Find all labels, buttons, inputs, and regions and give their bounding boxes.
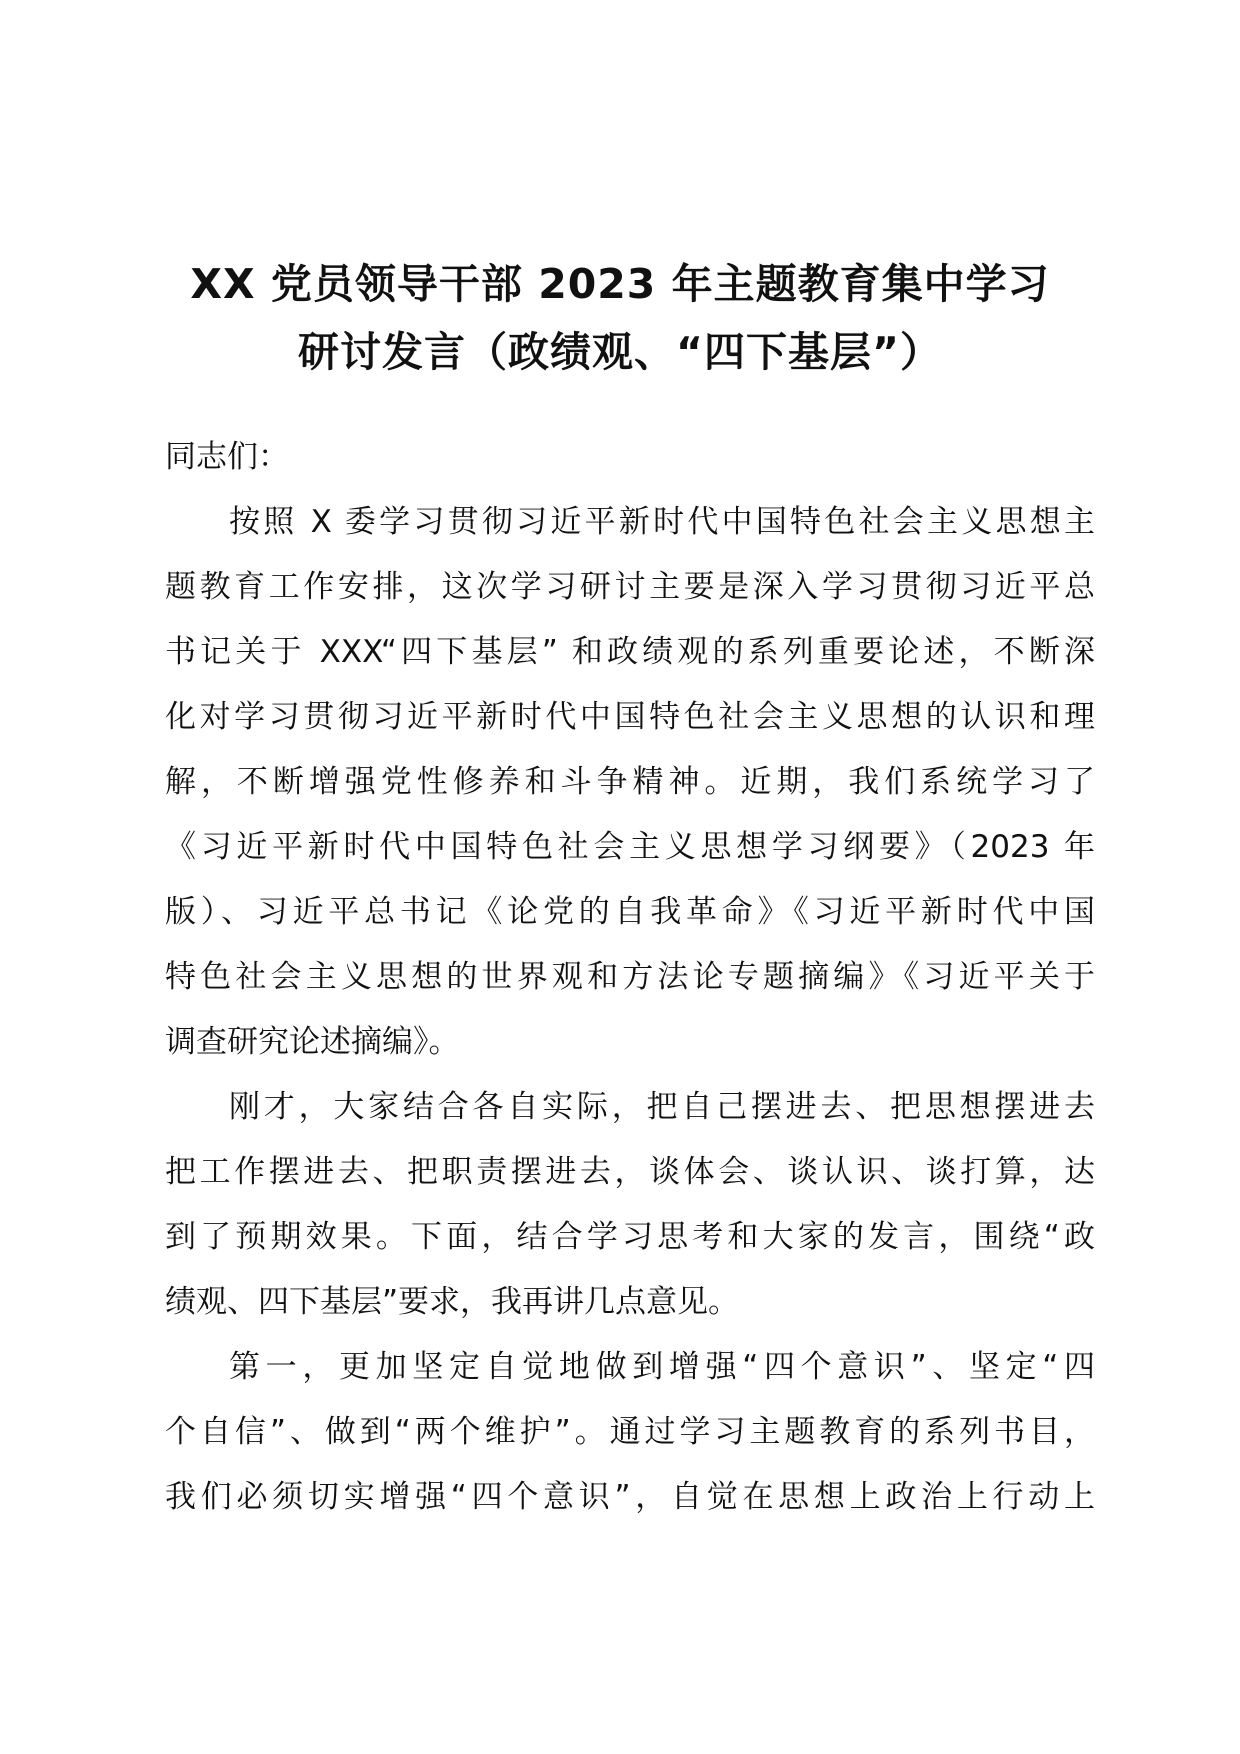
paragraph-line: 解，不断增强党性修养和斗争精神。近期，我们系统学习了 [165,764,1095,800]
paragraph-line: 特色社会主义思想的世界观和方法论专题摘编》《习近平关于 [165,959,1095,995]
paragraph-line: 题教育工作安排，这次学习研讨主要是深入学习贯彻习近平总 [165,569,1095,605]
paragraph-line: 我们必须切实增强“四个意识”，自觉在思想上政治上行动上 [165,1479,1095,1515]
paragraph-line: 绩观、四下基层”要求，我再讲几点意见。 [165,1284,740,1320]
salutation: 同志们： [165,439,289,475]
title-line-2: 研讨发言（政绩观、“四下基层”） [298,328,942,376]
paragraph-line: 到了预期效果。下面，结合学习思考和大家的发言，围绕“政 [165,1219,1095,1255]
paragraph-line: 按照 X 委学习贯彻习近平新时代中国特色社会主义思想主 [229,504,1095,540]
paragraph-line: 版）、习近平总书记《论党的自我革命》《习近平新时代中国 [165,894,1095,930]
paragraph-line: 个自信”、做到“两个维护”。通过学习主题教育的系列书目， [165,1414,1095,1450]
paragraph-line: 《习近平新时代中国特色社会主义思想学习纲要》（2023 年 [165,829,1095,865]
paragraph-line: 刚才，大家结合各自实际，把自己摆进去、把思想摆进去 [229,1089,1095,1125]
paragraph-line: 第一，更加坚定自觉地做到增强“四个意识”、坚定“四 [229,1349,1095,1385]
title-line-1: XX 党员领导干部 2023 年主题教育集中学习 [190,260,1050,308]
document-body [165,425,1095,1530]
paragraph-line: 把工作摆进去、把职责摆进去，谈体会、谈认识、谈打算，达 [165,1154,1095,1190]
paragraph-line: 调查研究论述摘编》。 [165,1024,460,1060]
document-title [150,250,1090,386]
paragraph-line: 化对学习贯彻习近平新时代中国特色社会主义思想的认识和理 [165,699,1095,735]
paragraph-line: 书记关于 XXX“四下基层” 和政绩观的系列重要论述，不断深 [165,634,1095,670]
